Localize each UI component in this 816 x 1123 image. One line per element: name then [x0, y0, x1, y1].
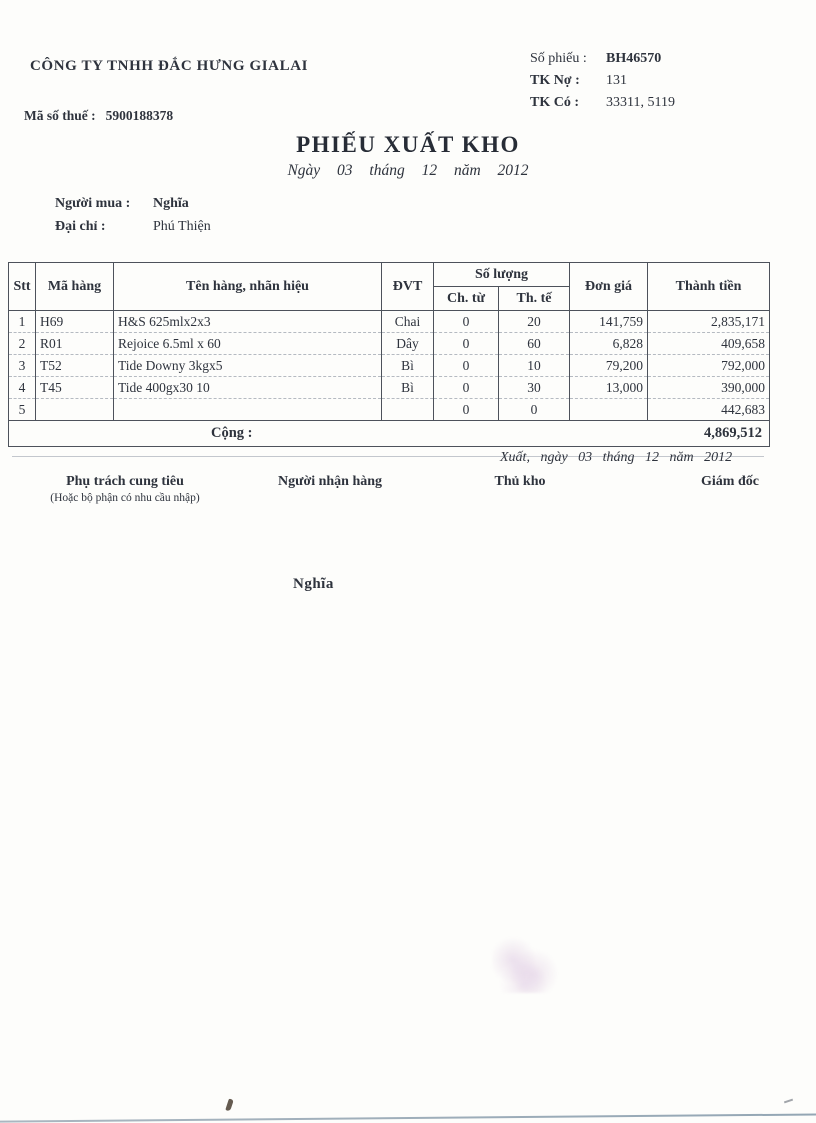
cell-stt: 1 [9, 311, 36, 333]
cell-th-te: 10 [499, 355, 570, 377]
cell-th-te: 20 [499, 311, 570, 333]
company-name: CÔNG TY TNHH ĐẮC HƯNG GIALAI [30, 58, 309, 74]
voucher-number-label: Số phiếu : [530, 51, 587, 66]
table-row [9, 355, 770, 377]
cell-thanh-tien: 442,683 [648, 399, 770, 421]
total-row [9, 421, 770, 447]
pen-dash-artifact [784, 1099, 793, 1104]
table-row [9, 333, 770, 355]
cell-thanh-tien: 409,658 [648, 333, 770, 355]
col-header-ch-tu: Ch. từ [434, 287, 499, 311]
col-header-don-gia: Đơn giá [570, 263, 648, 311]
tax-code-label: Mã số thuế : [24, 108, 96, 123]
cell-don-gia: 6,828 [570, 333, 648, 355]
cell-ten-hang: Tide Downy 3kgx5 [114, 355, 382, 377]
credit-account-label: TK Có : [530, 95, 579, 110]
sign-title: Thủ kho [494, 474, 546, 489]
cell-ten-hang [114, 399, 382, 421]
total-value: 4,869,512 [704, 425, 762, 441]
cell-don-gia [570, 399, 648, 421]
cell-ma-hang: R01 [36, 333, 114, 355]
sign-title: Giám đốc [701, 474, 759, 489]
credit-account-value: 33311, 5119 [606, 95, 675, 110]
page-title: PHIẾU XUẤT KHO [296, 132, 520, 157]
handwritten-signature-name: Nghĩa [293, 576, 334, 592]
credit-account-row [530, 94, 675, 111]
address-line [55, 219, 211, 235]
tax-code-line [24, 108, 173, 124]
table-row [9, 399, 770, 421]
cell-don-gia: 141,759 [570, 311, 648, 333]
debit-account-label: TK Nợ : [530, 73, 580, 88]
sign-subtitle: (Hoặc bộ phận có nhu cầu nhập) [50, 492, 200, 504]
col-header-dvt: ĐVT [382, 263, 434, 311]
cell-dvt: Dây [382, 333, 434, 355]
table-row [9, 311, 770, 333]
cell-ma-hang: T52 [36, 355, 114, 377]
cell-dvt: Bì [382, 377, 434, 399]
table-header [9, 263, 770, 311]
sign-title: Người nhận hàng [277, 474, 383, 489]
cell-th-te: 0 [499, 399, 570, 421]
buyer-line [55, 196, 189, 212]
total-label: Cộng : [211, 425, 253, 441]
sign-block-giam-doc [645, 474, 815, 504]
sign-block-thu-kho [440, 474, 600, 504]
cell-don-gia: 79,200 [570, 355, 648, 377]
cell-th-te: 60 [499, 333, 570, 355]
col-header-stt: Stt [9, 263, 36, 311]
cell-thanh-tien: 390,000 [648, 377, 770, 399]
col-header-th-te: Th. tế [499, 287, 570, 311]
paper-edge-line [0, 1113, 816, 1122]
cell-ten-hang: H&S 625mlx2x3 [114, 311, 382, 333]
voucher-number-row [530, 50, 675, 67]
cell-stt: 4 [9, 377, 36, 399]
cell-ch-tu: 0 [434, 311, 499, 333]
debit-account-row [530, 72, 675, 89]
buyer-value: Nghĩa [153, 196, 189, 211]
col-header-ten-hang: Tên hàng, nhãn hiệu [114, 263, 382, 311]
table-row [9, 377, 770, 399]
ink-speck-artifact [225, 1099, 233, 1112]
col-header-so-luong: Số lượng [434, 263, 570, 287]
cell-ch-tu: 0 [434, 399, 499, 421]
debit-account-value: 131 [606, 73, 627, 88]
voucher-meta [530, 50, 675, 116]
col-header-ma-hang: Mã hàng [36, 263, 114, 311]
col-header-thanh-tien: Thành tiền [648, 263, 770, 311]
cell-stt: 3 [9, 355, 36, 377]
cell-thanh-tien: 2,835,171 [648, 311, 770, 333]
cell-dvt: Chai [382, 311, 434, 333]
items-table [8, 262, 770, 447]
cell-ch-tu: 0 [434, 355, 499, 377]
buyer-label: Người mua : [55, 196, 131, 211]
cell-stt: 5 [9, 399, 36, 421]
cell-ma-hang: T45 [36, 377, 114, 399]
signature-row [0, 474, 816, 504]
tax-code-value: 5900188378 [105, 108, 174, 123]
sign-title: Phụ trách cung tiêu [66, 474, 184, 489]
cell-ch-tu: 0 [434, 377, 499, 399]
cell-ma-hang: H69 [36, 311, 114, 333]
cell-ten-hang: Rejoice 6.5ml x 60 [114, 333, 382, 355]
cell-dvt: Bì [382, 355, 434, 377]
cell-th-te: 30 [499, 377, 570, 399]
address-label: Đại chỉ : [55, 219, 106, 234]
cell-stt: 2 [9, 333, 36, 355]
cell-thanh-tien: 792,000 [648, 355, 770, 377]
export-date-line: Xuất, ngày 03 tháng 12 năm 2012 [500, 450, 733, 465]
cell-ch-tu: 0 [434, 333, 499, 355]
voucher-number-value: BH46570 [606, 51, 662, 66]
cell-dvt [382, 399, 434, 421]
sign-block-phu-trach [0, 474, 250, 504]
stamp-smudge-artifact [492, 938, 562, 993]
cell-ten-hang: Tide 400gx30 10 [114, 377, 382, 399]
cell-don-gia: 13,000 [570, 377, 648, 399]
address-value: Phú Thiện [153, 219, 211, 234]
sign-block-nguoi-nhan [240, 474, 420, 504]
document-date: Ngày 03 tháng 12 năm 2012 [287, 162, 529, 179]
cell-ma-hang [36, 399, 114, 421]
